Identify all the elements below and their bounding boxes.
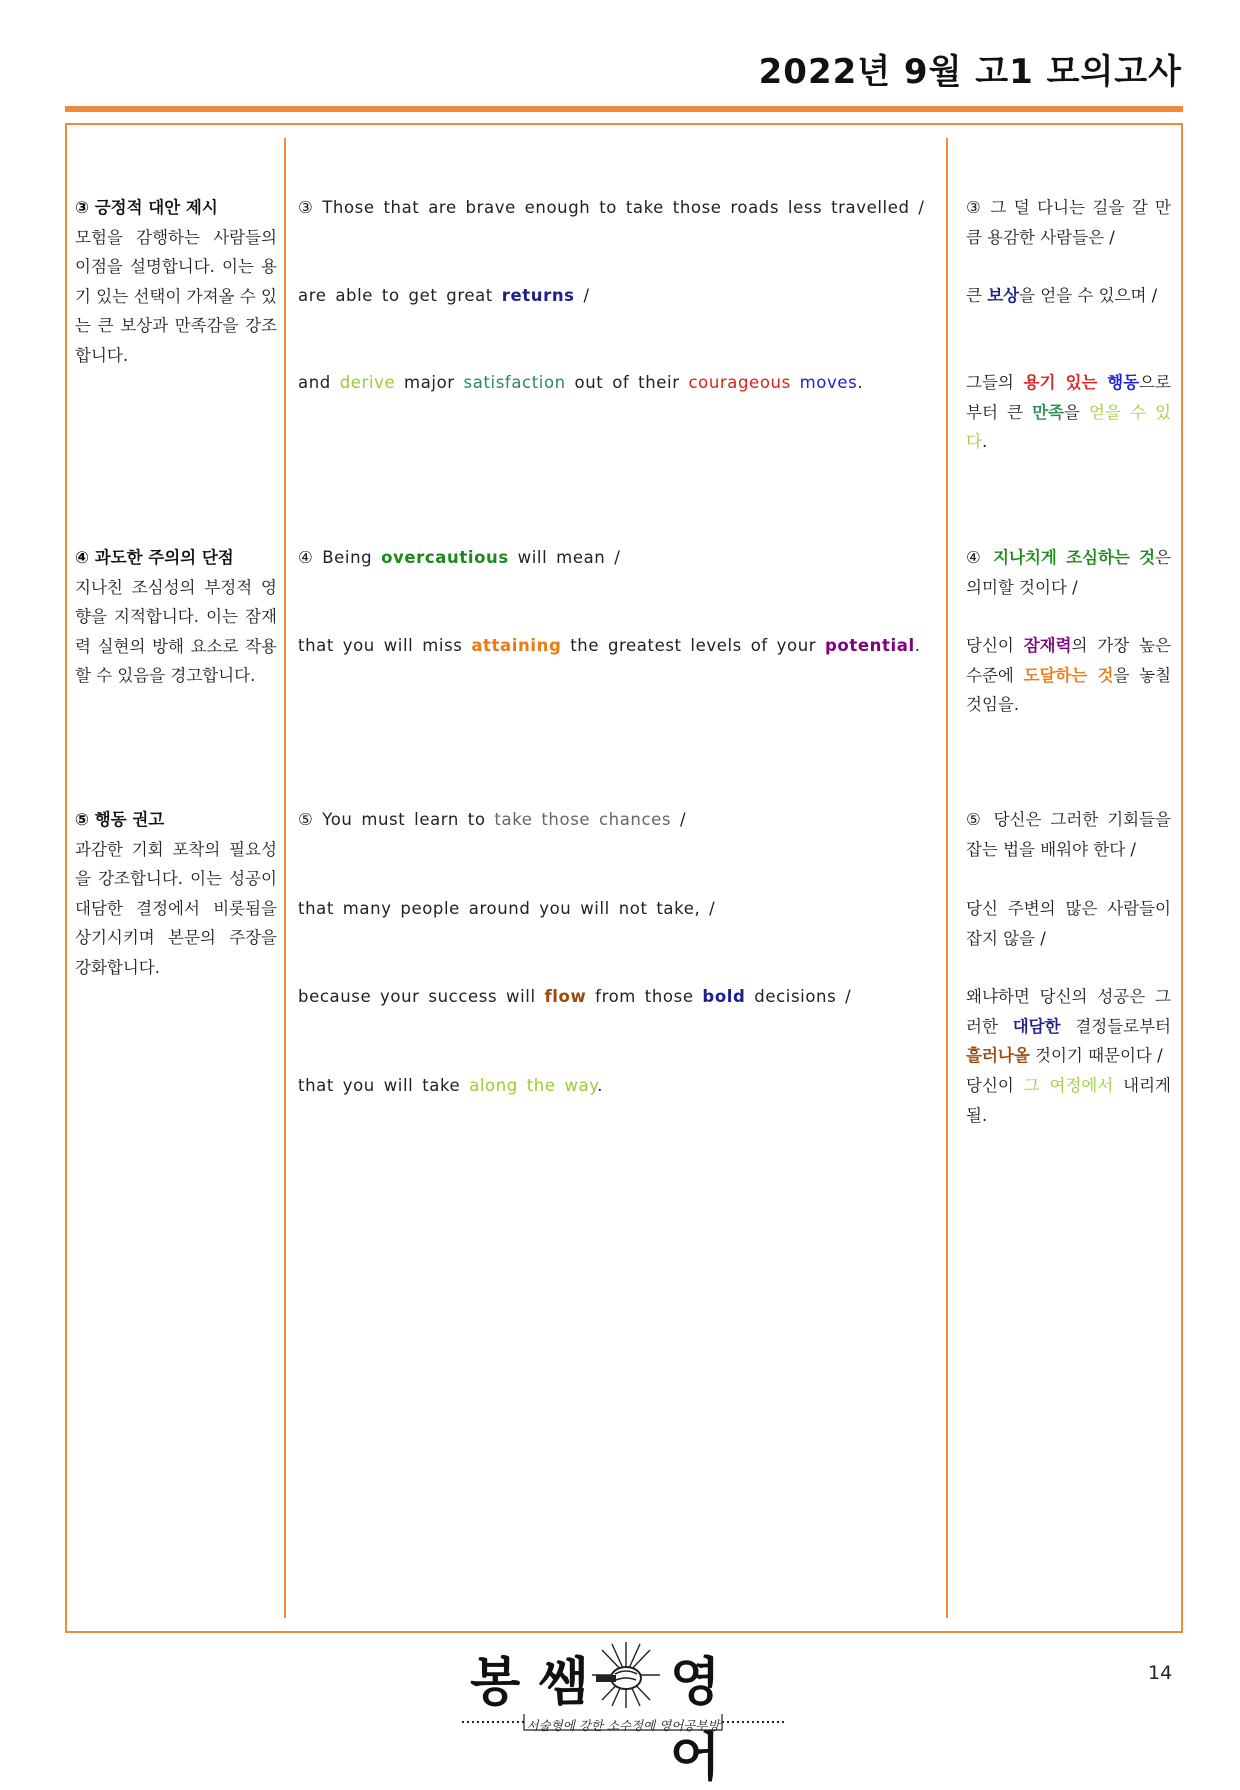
text-segment: out of their (565, 373, 689, 392)
english-line (298, 368, 938, 398)
keyword-courageous: courageous (688, 373, 791, 392)
keyword-moves-ko: 행동 (1107, 373, 1140, 392)
text-segment: the greatest levels of your (561, 636, 826, 655)
text-segment: . (857, 373, 864, 392)
korean-line (966, 982, 1171, 1071)
column-divider-left (284, 138, 286, 1618)
text-segment (791, 373, 800, 392)
summary-text: 지나친 조심성의 부정적 영향을 지적합니다. 이는 잠재력 실현의 방해 요소로 작용할 수 있음을 경고합니다. (75, 577, 277, 685)
keyword-derive: derive (339, 373, 396, 392)
keyword-derive-ko: 얻을 수 있다 (966, 402, 1172, 451)
english-line (298, 281, 938, 311)
page-number: 14 (1148, 1662, 1173, 1684)
text-segment: 당신이 (966, 1076, 1024, 1095)
keyword-overcautious-ko: 지나치게 조심하는 것 (993, 548, 1156, 567)
keyword-along-the-way: along the way (469, 1076, 598, 1095)
text-segment: 그들의 (966, 373, 1024, 392)
text-segment: that many people around you will not take, / (298, 899, 716, 918)
keyword-moves: moves (799, 373, 858, 392)
text-segment: 왜냐하면 당신의 성공은 그러한 (966, 987, 1171, 1036)
keyword-potential: potential (825, 636, 915, 655)
keyword-attaining: attaining (471, 636, 562, 655)
text-segment: are able to get great (298, 286, 502, 305)
keyword-flow: flow (544, 987, 587, 1006)
text-segment: / (671, 810, 687, 829)
english-line (298, 805, 938, 835)
text-segment: 큰 (966, 286, 988, 305)
summary-text: 모험을 감행하는 사람들의 이점을 설명합니다. 이는 용기 있는 선택이 가져올 수 있는 큰 보상과 만족감을 강조합니다. (75, 227, 277, 365)
text-segment: 은 의미할 것이다 / (966, 548, 1171, 597)
text-segment: / (574, 286, 590, 305)
korean-line (966, 281, 1171, 311)
keyword-along-the-way-ko: 그 여정에서 (1023, 1076, 1114, 1095)
logo-text-right: 영 어 (670, 1653, 721, 1788)
text-segment: 을 얻을 수 있으며 / (1019, 286, 1158, 305)
logo-tagline: 서술형에 강한 소수정예 영어공부방 (526, 1718, 720, 1733)
text-segment: 내리게 될. (966, 1076, 1171, 1125)
text-segment: major (395, 373, 464, 392)
text-segment: 당신 주변의 많은 사람들이 잡지 않을 / (966, 899, 1171, 948)
english-line (298, 1071, 938, 1101)
summary-block-3 (75, 193, 277, 370)
brand-logo (470, 1640, 770, 1788)
text-segment (1098, 373, 1108, 392)
text-segment: 당신이 (966, 636, 1024, 655)
english-line (298, 543, 938, 573)
header-rule (65, 106, 1183, 112)
text-segment: will mean / (508, 548, 621, 567)
text-segment: from those (586, 987, 703, 1006)
korean-line (966, 193, 1171, 252)
text-segment: ⑤ 당신은 그러한 기회들을 잡는 법을 배워야 한다 / (966, 810, 1171, 859)
keyword-returns: returns (501, 286, 575, 305)
text-segment: and (298, 373, 340, 392)
fist-burst-icon (588, 1640, 664, 1710)
keyword-bold: bold (702, 987, 746, 1006)
keyword-satisfaction: satisfaction (463, 373, 566, 392)
summary-text: 과감한 기회 포착의 필요성을 강조합니다. 이는 성공이 대담한 결정에서 비롯됨을 상기시키며 본문의 주장을 강화합니다. (75, 839, 277, 977)
text-segment: 을 (1063, 402, 1090, 422)
keyword-satisfaction-ko: 만족 (1032, 402, 1064, 422)
text-segment: ③ 그 덜 다니는 길을 갈 만큼 용감한 사람들은 / (966, 198, 1171, 247)
keyword-potential-ko: 잠재력 (1023, 636, 1072, 655)
korean-line (966, 543, 1171, 602)
column-divider-right (946, 138, 948, 1618)
english-line (298, 982, 938, 1012)
keyword-take-chances: take those chances (494, 810, 672, 829)
text-segment: . (981, 432, 988, 451)
text-segment: 을 놓칠 것임을. (966, 665, 1172, 714)
english-line (298, 631, 938, 661)
logo-text-left: 봉 쌤 (470, 1653, 589, 1713)
korean-line (966, 631, 1171, 720)
summary-block-5 (75, 805, 277, 982)
keyword-reward: 보상 (987, 286, 1020, 305)
summary-block-4 (75, 543, 277, 691)
english-line (298, 193, 938, 223)
keyword-flow-ko: 흘러나올 (966, 1046, 1030, 1065)
text-segment: ③ Those that are brave enough to take those roads less travelled / (298, 198, 925, 217)
text-segment: decisions / (745, 987, 852, 1006)
text-segment: 것이기 때문이다 / (1029, 1046, 1163, 1065)
text-segment: 결정들로부터 (1060, 1016, 1171, 1036)
keyword-attaining-ko: 도달하는 것 (1023, 665, 1114, 685)
text-segment: ⑤ You must learn to (298, 810, 495, 829)
text-segment: that you will take (298, 1076, 470, 1095)
english-line (298, 894, 938, 924)
keyword-courageous-ko: 용기 있는 (1023, 373, 1098, 392)
summary-title: ⑤ 행동 권고 (75, 810, 165, 829)
text-segment: 으로부터 큰 (966, 373, 1171, 422)
text-segment: ④ (966, 548, 994, 567)
text-segment: . (914, 636, 921, 655)
summary-title: ④ 과도한 주의의 단점 (75, 548, 234, 567)
text-segment: . (597, 1076, 604, 1095)
text-segment: because your success will (298, 987, 545, 1006)
summary-title: ③ 긍정적 대안 제시 (75, 198, 218, 217)
page-title: 2022년 9월 고1 모의고사 (758, 52, 1182, 92)
korean-line (966, 805, 1171, 864)
text-segment: that you will miss (298, 636, 472, 655)
korean-line (966, 368, 1171, 457)
text-segment: ④ Being (298, 548, 382, 567)
text-segment: 의 가장 높은 수준에 (966, 636, 1171, 685)
korean-line (966, 1071, 1171, 1130)
korean-line (966, 894, 1171, 953)
keyword-overcautious: overcautious (381, 548, 509, 567)
keyword-bold-ko: 대담한 (1012, 1016, 1061, 1036)
